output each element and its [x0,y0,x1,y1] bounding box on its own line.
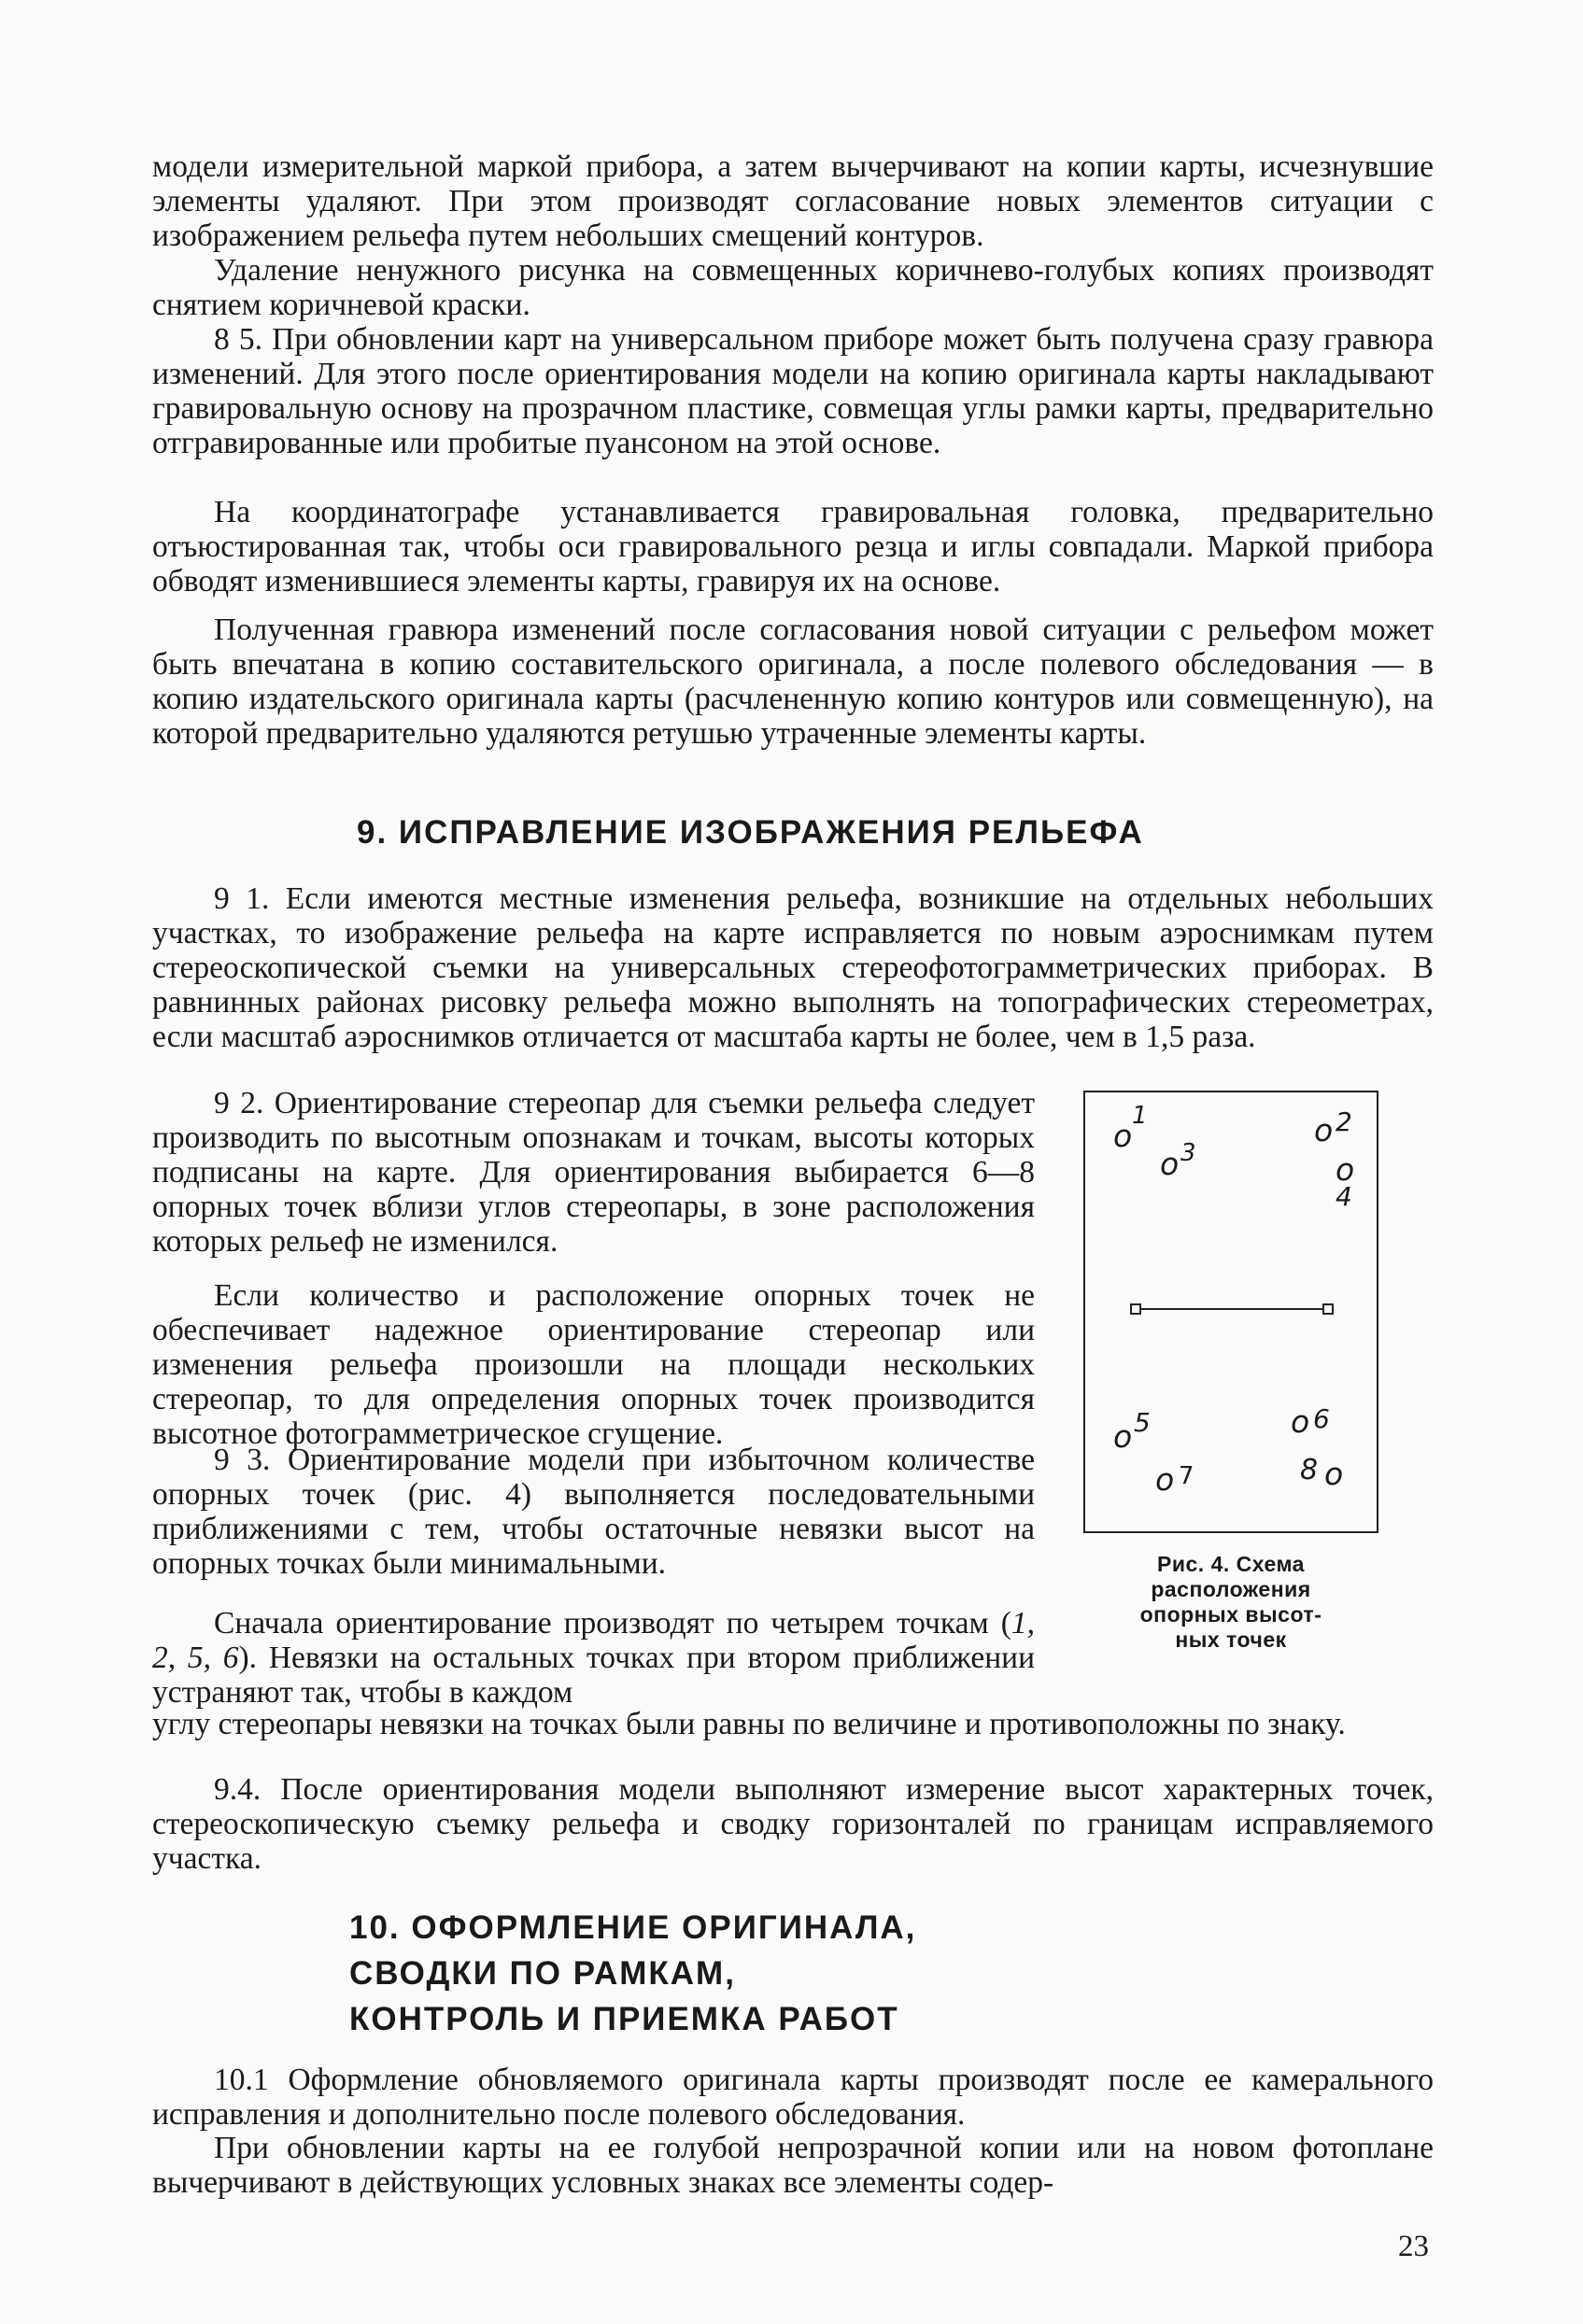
point-label: 1 [1132,1102,1148,1130]
point-marker: o [1155,1461,1175,1498]
paragraph-8-5: 8 5. При обновлении карт на универсальном приборе может быть получена сразу гравюра изменений. Для этого после ориентирования модели на копию оригинала карты накладывают гравировальную основу на прозрачном пластике, совмещая углы рамки карты, предварительно отгравированные или пробитые пуансоном на этой основе. [152,322,1434,460]
point-marker: o [1324,1456,1344,1492]
point-label: 6 [1313,1403,1330,1434]
point-marker: o [1291,1403,1310,1440]
heading-line: КОНТРОЛЬ И ПРИЕМКА РАБОТ [349,2001,899,2037]
point-marker: o [1336,1151,1355,1188]
paragraph-coordinatograph: На координатографе устанавливается гравировальная головка, предварительно отъюстированная так, чтобы оси гравировального резца и иглы совпадали. Маркой прибора обводят изменившиеся элементы карты, гравируя их на основе. [152,495,1434,599]
paragraph-control-points: Если количество и расположение опорных точек не обеспечивает надежное ориентирование стереопар или изменения рельефа произошли на площади нескольких стереопар, то для определения опорных точек производится высотное фотограмметрическое сгущение. [152,1278,1035,1451]
stereo-baseline [1141,1308,1322,1310]
section-heading-10 [349,1905,916,2042]
paragraph-9-1: 9 1. Если имеются местные изменения рельефа, возникшие на отдельных небольших участках, то изображение рельефа на карте исправляется по новым аэроснимкам путем стереоскопической съемки на универсальных стереофотограмметрических приборах. В равнинных районах рисовку рельефа можно выполнять на топографических стереометрах, если масштаб аэроснимков отличается от масштаба карты не более, чем в 1,5 раза. [152,881,1434,1054]
caption-line: Рис. 4. Схема [1157,1552,1305,1576]
caption-line: опорных высот- [1139,1602,1322,1627]
caption-line: ных точек [1175,1627,1287,1652]
section-heading-9: 9. ИСПРАВЛЕНИЕ ИЗОБРАЖЕНИЯ РЕЛЬЕФА [357,814,1144,851]
heading-line: СВОДКИ ПО РАМКАМ, [349,1955,736,1992]
point-marker: o [1314,1112,1334,1148]
paragraph-9-4: 9.4. После ориентирования модели выполняют измерение высот характерных точек, стереоскопическую съемку рельефа и сводку горизонталей по границам исправляемого участка. [152,1772,1434,1876]
heading-line: 10. ОФОРМЛЕНИЕ ОРИГИНАЛА, [349,1909,917,1946]
italic-point-numbers: 1, 2, 5, 6 [152,1606,1035,1675]
control-points-diagram [1083,1091,1378,1533]
point-marker: o [1113,1418,1133,1455]
paragraph-model-marking: модели измерительной маркой прибора, а затем вычерчивают на копии карты, исчезнувшие элементы удаляют. При этом производят согласование новых элементов ситуации с изображением рельефа путем небольших смещений контуров. [152,149,1434,253]
baseline-endpoint [1322,1303,1334,1315]
point-label: 5 [1134,1407,1151,1438]
paragraph-orientation-first [152,1606,1035,1710]
paragraph-engraving-result: Полученная гравюра изменений после согласования новой ситуации с рельефом может быть впечатана в копию составительского оригинала, а после полевого обследования — в копию издательского оригинала карты (расчлененную копию контуров или совмещенную), на которой предварительно удаляются ретушью утраченные элементы карты. [152,613,1434,751]
paragraph-9-3: 9 3. Ориентирование модели при избыточном количестве опорных точек (рис. 4) выполняется последовательными приближениями с тем, чтобы остаточные невязки высот на опорных точках были минимальными. [152,1443,1035,1581]
point-label: 8 [1300,1454,1319,1486]
point-marker: o [1160,1146,1180,1182]
text-span: Сначала ориентирование производят по четырем точкам ( [214,1606,1011,1641]
point-label: 4 [1336,1181,1352,1212]
text-span: ). Невязки на остальных точках при втором приближении устраняют так, чтобы в каждом [152,1641,1035,1710]
point-label: 7 [1179,1462,1194,1490]
paragraph-removal: Удаление ненужного рисунка на совмещенных коричнево-голубых копиях производят снятием коричневой краски. [152,253,1434,322]
point-label: 3 [1180,1139,1196,1167]
figure-caption [1083,1552,1378,1653]
paragraph-map-update: При обновлении карты на ее голубой непрозрачной копии или на новом фотоплане вычерчивают в действующих условных знаках все элементы содер- [152,2131,1434,2200]
baseline-endpoint [1130,1303,1141,1315]
paragraph-orientation-continued: углу стереопары невязки на точках были равны по величине и противоположны по знаку. [152,1707,1346,1741]
point-marker: o [1113,1118,1133,1154]
caption-line: расположения [1151,1577,1311,1601]
page-number: 23 [1398,2230,1429,2263]
paragraph-10-1: 10.1 Оформление обновляемого оригинала карты производят после ее камерального исправления и дополнительно после полевого обследования. [152,2063,1434,2132]
paragraph-9-2: 9 2. Ориентирование стереопар для съемки рельефа следует производить по высотным опознакам и точкам, высоты которых подписаны на карте. Для ориентирования выбирается 6—8 опорных точек вблизи углов стереопары, в зоне расположения которых рельеф не изменился. [152,1086,1035,1259]
point-label: 2 [1336,1106,1352,1137]
